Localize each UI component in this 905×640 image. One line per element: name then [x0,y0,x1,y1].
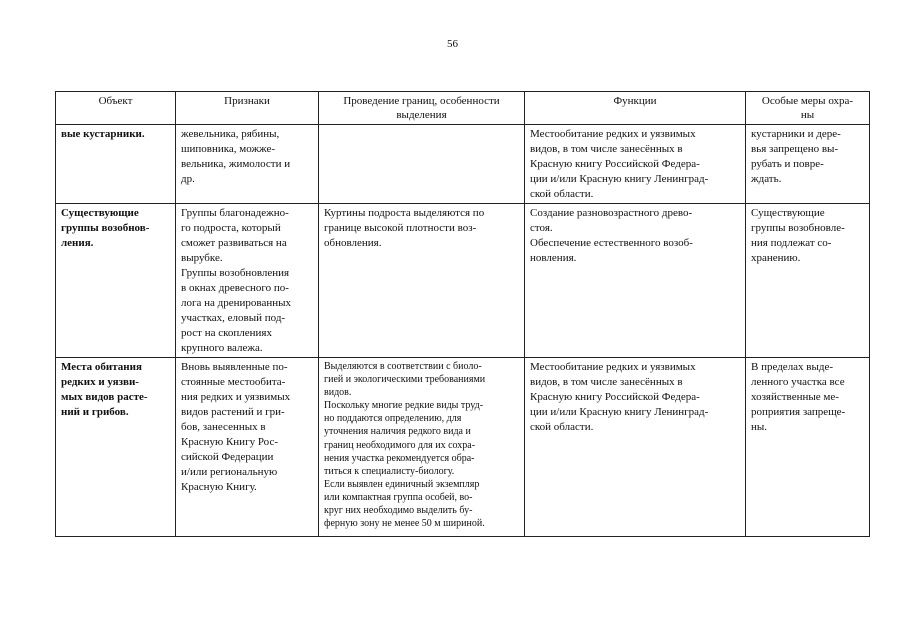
cell-text-line: Красную Книгу. [181,481,257,493]
cell-text-line: стоянные местообита- [181,376,286,388]
cell-text-line: но поддаются определению, для [324,413,462,425]
cell-text-line: новления. [530,252,577,264]
cell-text-line: ции и/или Красную книгу Ленинград- [530,406,709,418]
cell-text-line: группы возобновле- [751,222,845,234]
cell-text-line: Красную книгу Российской Федера- [530,158,700,170]
cell-text-line: Функции [613,95,657,107]
cell-text-line: хозяйственные ме- [751,391,839,403]
cell-text-line: видов, в том числе занесённых в [530,376,683,388]
cell-text-line: видов, в том числе занесённых в [530,143,683,155]
cell-text-line: границ необходимого для их сохра- [324,439,476,451]
header-object [56,92,176,125]
cell-measures [746,204,870,358]
cell-text-line: Красную Книгу Рос- [181,436,278,448]
cell-text-line: обновления. [324,237,382,249]
cell-text-line: Группы благонадежно- [181,207,289,219]
cell-text-line: Создание разновозрастного древо- [530,207,693,219]
header-measures [746,92,870,125]
cell-text-line: ферную зону не менее 50 м шириной. [324,518,485,530]
cell-functions [525,204,746,358]
cell-text-line: нения участка рекомендуется обра- [324,452,475,464]
cell-text-line: круг них необходимо выделить бу- [324,505,473,517]
cell-text-line: Особые меры охра- [761,95,854,107]
cell-text-line: и/или региональную [181,466,278,478]
cell-boundaries [319,125,525,204]
cell-boundaries [319,204,525,358]
cell-text-line: Объект [98,95,133,107]
cell-text-line: титься к специалисту-биологу. [324,465,455,477]
cell-text-line: стоя. [530,222,553,234]
cell-text-line: го подроста, который [181,222,281,234]
cell-text-line: редких и уязви- [61,376,139,388]
cell-functions [525,125,746,204]
cell-text-line: лога на дренированных [181,297,291,309]
cell-text-line: жевельника, рябины, [181,128,280,140]
cell-object [56,204,176,358]
cell-text-line: хранению. [751,252,801,264]
cell-text-line: ждать. [751,173,782,185]
table-row [56,204,870,358]
table-row [56,125,870,204]
cell-text-line: рубать и повре- [751,158,824,170]
cell-text-line: видов растений и гри- [181,406,285,418]
header-signs [176,92,319,125]
cell-signs [176,125,319,204]
cell-text-line: Если выявлен единичный экземпляр [324,478,480,490]
cell-measures [746,358,870,537]
cell-text-line: кустарники и дере- [751,128,841,140]
cell-text-line: ской области. [530,188,594,200]
cell-text-line: шиповника, можже- [181,143,276,155]
cell-text-line: Проведение границ, особенности [343,95,500,107]
cell-text-line: ний и грибов. [61,406,129,418]
header-boundaries [319,92,525,125]
cell-text-line: в окнах древесного по- [181,282,289,294]
header-functions [525,92,746,125]
cell-signs [176,204,319,358]
cell-text-line: Вновь выявленные по- [181,361,288,373]
cell-text-line: группы возобнов- [61,222,150,234]
cell-text-line: Обеспечение естественного возоб- [530,237,693,249]
cell-signs [176,358,319,537]
cell-text-line: роприятия запреще- [751,406,846,418]
cell-text-line: ния подлежат со- [751,237,832,249]
cell-text-line: рост на скоплениях [181,327,272,339]
cell-text-line: Красную книгу Российской Федера- [530,391,700,403]
cell-text-line: границе высокой плотности воз- [324,222,477,234]
cell-text-line: Выделяются в соответствии с биоло- [324,361,482,372]
cell-text-line: ны. [751,421,768,433]
cell-text-line: или компактная группа особей, во- [324,491,473,503]
page-number: 56 [447,38,458,50]
cell-text-line: видов. [324,387,352,399]
cell-text-line: ции и/или Красную книгу Ленинград- [530,173,709,185]
cell-text-line: ской области. [530,421,594,433]
cell-text-line: крупного валежа. [181,342,263,354]
cell-measures [746,125,870,204]
cell-text-line: выделения [396,109,447,121]
cell-boundaries [319,358,525,537]
cell-text-line: др. [181,173,195,185]
cell-text-line: мых видов расте- [61,391,148,403]
cell-text-line: Существующие [61,207,139,219]
cell-text-line: бов, занесенных в [181,421,266,433]
cell-text-line: сийской Федерации [181,451,274,463]
table-row [56,358,870,537]
cell-text-line: вья запрещено вы- [751,143,839,155]
cell-text-line: уточнения наличия редкого вида и [324,426,471,438]
cell-text-line: гией и экологическими требованиями [324,374,486,386]
cell-functions [525,358,746,537]
cell-text-line: ленного участка все [751,376,845,388]
cell-text-line: ны [800,109,815,121]
cell-text-line: Местообитание редких и уязвимых [530,128,696,140]
protection-table [55,91,870,537]
cell-object [56,125,176,204]
cell-text-line: вельника, жимолости и [181,158,291,170]
cell-text-line: ления. [61,237,94,249]
cell-text-line: Существующие [751,207,825,219]
cell-text-line: Группы возобновления [181,267,290,279]
cell-text-line: В пределах выде- [751,361,834,373]
cell-text-line: Куртины подроста выделяются по [324,207,485,219]
cell-object [56,358,176,537]
cell-text-line: вырубке. [181,252,223,264]
cell-text-line: Местообитание редких и уязвимых [530,361,696,373]
cell-text-line: Признаки [224,95,270,107]
cell-text-line: вые кустарники. [61,128,145,140]
cell-text-line: Поскольку многие редкие виды труд- [324,400,484,412]
cell-text-line: участках, еловый под- [181,312,286,324]
cell-text-line: сможет развиваться на [181,237,287,249]
cell-text-line: Места обитания [61,361,142,373]
table-header-row [56,92,870,125]
cell-text-line: ния редких и уязвимых [181,391,291,403]
